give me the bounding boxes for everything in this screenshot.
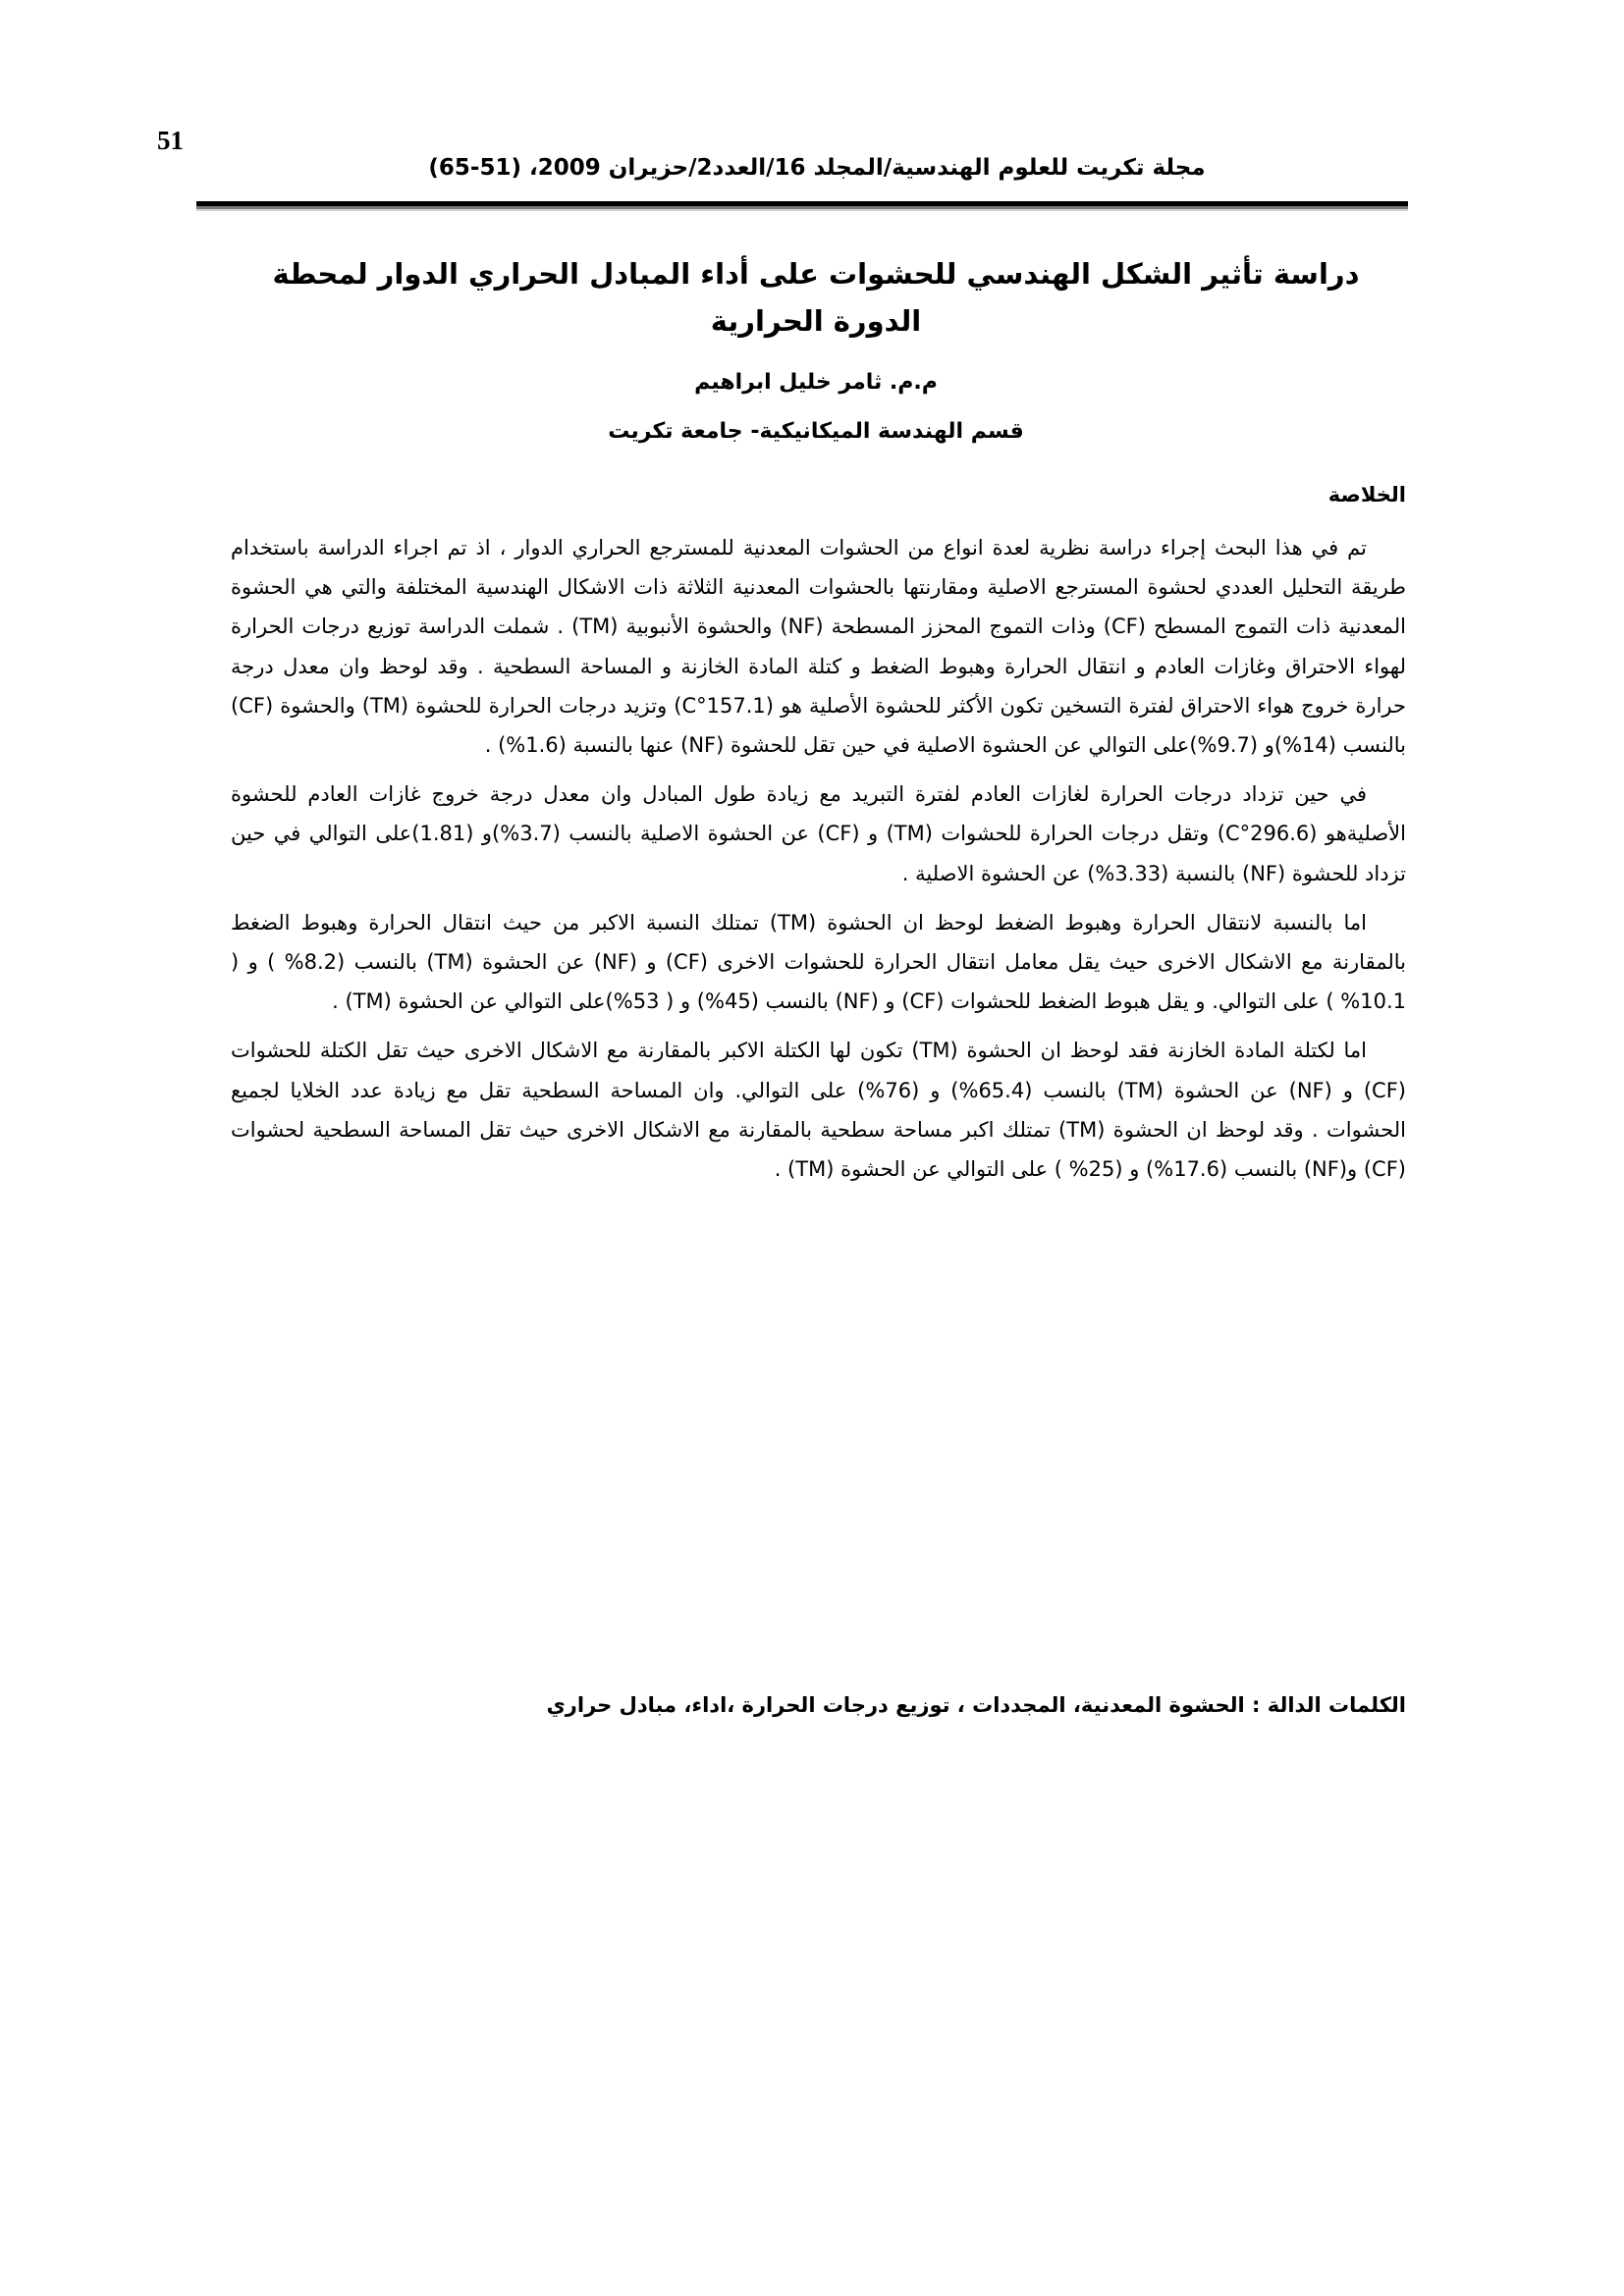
abstract-paragraph: اما لكتلة المادة الخازنة فقد لوحظ ان الحشوة (TM) تكون لها الكتلة الاكبر بالمقارنة مع الاشكال الاخرى حيث تقل الكتلة للحشوات (CF) و (NF) عن الحشوة (TM) بالنسب (65.4%) و (76%) على التوالي. وان المساحة السطحية تقل مع زيادة عدد الخلايا لجميع الحشوات . وقد لوحظ ان الحشوة (TM) تمتلك اكبر مساحة سطحية بالمقارنة مع الاشكال الاخرى حيث تقل المساحة السطحية لحشوات (CF) و(NF) بالنسب (17.6%) و (25% ) على التوالي عن الحشوة (TM) . bbox=[231, 1039, 1406, 1182]
abstract-paragraph: في حين تزداد درجات الحرارة لغازات العادم لفترة التبريد مع زيادة طول المبادل وان معدل درجة خروج غازات العادم للحشوة الأصليةهو (296.6°C) وتقل درجات الحرارة للحشوات (TM) و (CF) عن الحشوة الاصلية بالنسب (3.7%)و (1.81)على التوالي في حين تزداد للحشوة (NF) بالنسبة (3.33%) عن الحشوة الاصلية . bbox=[231, 782, 1406, 885]
abstract-paragraph: اما بالنسبة لانتقال الحرارة وهبوط الضغط لوحظ ان الحشوة (TM) تمتلك النسبة الاكبر من حيث انتقال الحرارة وهبوط الضغط بالمقارنة مع الاشكال الاخرى حيث يقل معامل انتقال الحرارة للحشوات الاخرى (CF) و (NF) عن الحشوة (TM) بالنسب (8.2% ) و ( 10.1% ) على التوالي. و يقل هبوط الضغط للحشوات (CF) و (NF) بالنسب (45%) و ( 53%)على التوالي عن الحشوة (TM) . bbox=[231, 910, 1406, 1014]
abstract-paragraph: تم في هذا البحث إجراء دراسة نظرية لعدة انواع من الحشوات المعدنية للمسترجع الحراري الدوار ، اذ تم اجراء الدراسة باستخدام طريقة التحليل العددي لحشوة المسترجع الاصلية ومقارنتها بالحشوات المعدنية الثلاثة ذات الاشكال الهندسية المختلفة والتي هي الحشوة المعدنية ذات التموج المسطح (CF) وذات التموج المحزز المسطحة (NF) والحشوة الأنبوبية (TM) . شملت الدراسة توزيع درجات الحرارة لهواء الاحتراق وغازات العادم و انتقال الحرارة وهبوط الضغط و كتلة المادة الخازنة و المساحة السطحية . وقد لوحظ وان معدل درجة حرارة خروج هواء الاحتراق لفترة التسخين تكون الأكثر للحشوة الأصلية هو (157.1°C) وتزيد درجات الحرارة للحشوة (TM) والحشوة (CF) بالنسب (14%)و (9.7%)على التوالي عن الحشوة الاصلية في حين تقل للحشوة (NF) عنها بالنسبة (1.6%) . bbox=[231, 536, 1407, 758]
author-name: م.م. ثامر خليل ابراهيم bbox=[694, 370, 938, 395]
journal-header: مجلة تكريت للعلوم الهندسية/المجلد 16/العدد2/حزيران 2009، (51-65) bbox=[428, 155, 1206, 181]
page-number: 51 bbox=[157, 126, 184, 155]
paper-title: دراسة تأثير الشكل الهندسي للحشوات على أداء المبادل الحراري الدوار لمحطة الدورة الحرارية bbox=[272, 257, 1360, 338]
author-affiliation: قسم الهندسة الميكانيكية- جامعة تكريت bbox=[608, 419, 1024, 444]
header-rule-light bbox=[196, 209, 1408, 211]
header-rule bbox=[196, 201, 1408, 210]
keywords: الكلمات الدالة : الحشوة المعدنية، المجددات ، توزيع درجات الحرارة ،اداء، مبادل حراري bbox=[546, 1693, 1406, 1717]
abstract-heading: الخلاصة bbox=[1327, 483, 1406, 507]
abstract-body bbox=[231, 528, 1406, 1199]
title-block bbox=[226, 250, 1406, 456]
